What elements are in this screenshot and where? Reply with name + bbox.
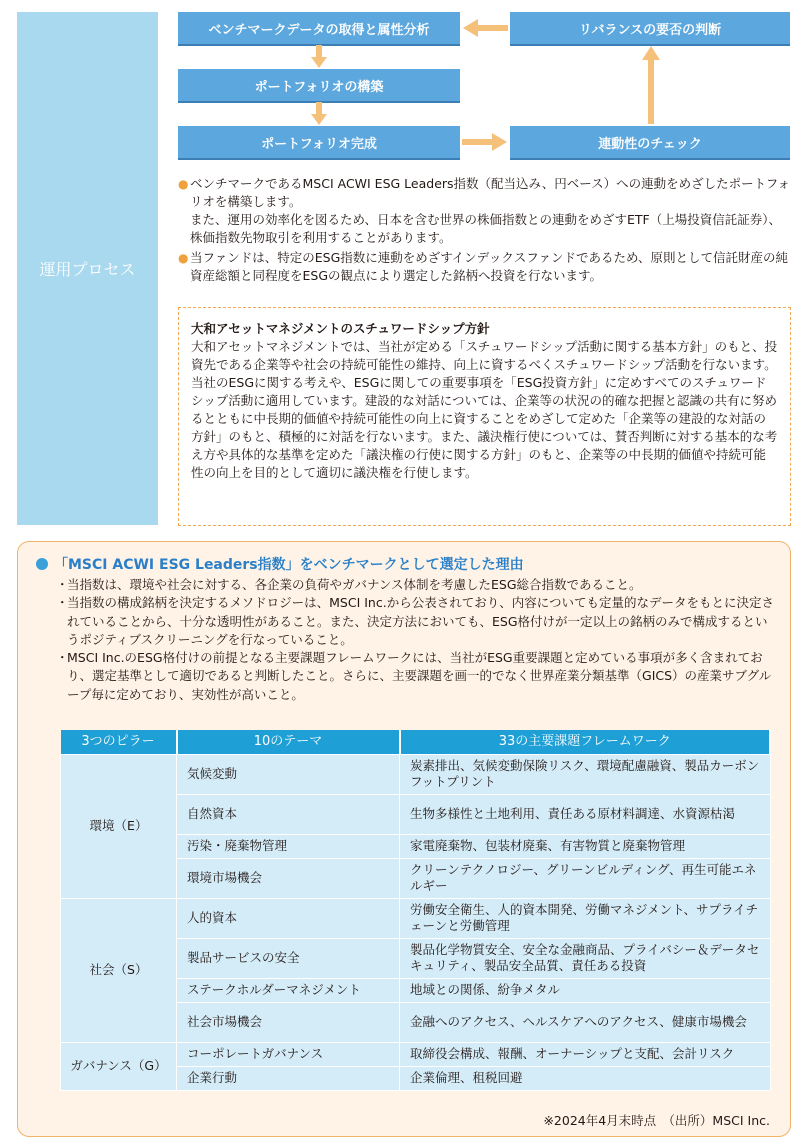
theme-cell: 企業行動 — [177, 1066, 400, 1090]
framework-cell: 家電廃棄物、包装材廃棄、有害物質と廃棄物管理 — [400, 834, 771, 858]
framework-cell: 労働安全衛生、人的資本開発、労働マネジメント、サプライチェーンと労働管理 — [400, 898, 771, 938]
flow-step-correlation-check: 連動性のチェック — [510, 126, 790, 158]
theme-cell: 自然資本 — [177, 794, 400, 834]
pillar-governance: ガバナンス（G） — [61, 1042, 177, 1090]
pillar-social: 社会（S） — [61, 898, 177, 1042]
header-framework: 33の主要課題フレームワーク — [400, 730, 771, 754]
theme-cell: コーポレートガバナンス — [177, 1042, 400, 1066]
header-themes: 10のテーマ — [177, 730, 400, 754]
theme-cell: 製品サービスの安全 — [177, 938, 400, 978]
table-row — [61, 754, 771, 794]
reason-item — [56, 649, 776, 704]
process-bullet-2-line1: 当ファンドは、特定のESG指数に連動をめざすインデックスファンドであるため、原則として信託財産の純資産総額と同程度をESGの観点により選定した銘柄へ投資を行ないます。 — [190, 250, 789, 283]
arrow-up-icon — [642, 46, 660, 124]
reason-item-mark: ・ — [56, 595, 69, 611]
framework-cell: 製品化学物質安全、安全な金融商品、プライバシー＆データセキュリティ、製品安全品質、責任ある投資 — [400, 938, 771, 978]
theme-cell: ステークホルダーマネジメント — [177, 978, 400, 1002]
framework-cell: 生物多様性と土地利用、責任ある原材料調達、水資源枯渇 — [400, 794, 771, 834]
process-bullet-1-line1: ベンチマークであるMSCI ACWI ESG Leaders指数（配当込み、円ベース）への連動をめざしたポートフォリオを構築します。 — [190, 176, 791, 209]
reason-item-mark: ・ — [56, 650, 69, 666]
process-bullet-1 — [178, 175, 792, 247]
arrow-right-icon — [462, 133, 508, 151]
theme-cell: 環境市場機会 — [177, 858, 400, 898]
header-pillars: 3つのピラー — [61, 730, 177, 754]
pillar-environment: 環境（E） — [61, 754, 177, 898]
reason-item-text: 当指数は、環境や社会に対する、各企業の負荷やガバナンス体制を考慮したESG総合指数であること。 — [67, 577, 642, 592]
process-bullet-2 — [178, 249, 792, 285]
theme-cell: 気候変動 — [177, 754, 400, 794]
bullet-dot-icon: ● — [178, 251, 189, 265]
process-bullets — [178, 175, 792, 287]
arrow-down-icon — [311, 45, 327, 69]
bullet-circle-icon — [36, 558, 48, 570]
reason-title-text: 「MSCI ACWI ESG Leaders指数」をベンチマークとして選定した理由 — [54, 557, 524, 573]
flow-step-portfolio-construction: ポートフォリオの構築 — [178, 69, 460, 101]
reason-item-text: MSCI Inc.のESG格付けの前提となる主要課題フレームワークには、当社がESG重要課題と定めている事項が多く含まれており、選定基準として適切であると判断したこと。さらに、主要課題を画一的でなく世界産業分類基準（GICS）の産業サブグループ毎に定めており、実効性が高いこと。 — [67, 650, 772, 702]
process-side-label: 運用プロセス — [17, 12, 158, 525]
framework-cell: 地域との関係、紛争メタル — [400, 978, 771, 1002]
reason-list — [56, 576, 776, 704]
reason-item — [56, 576, 776, 594]
theme-cell: 人的資本 — [177, 898, 400, 938]
flow-step-portfolio-complete: ポートフォリオ完成 — [178, 126, 460, 158]
flow-step-benchmark-analysis: ベンチマークデータの取得と属性分析 — [178, 12, 460, 44]
framework-cell: クリーンテクノロジー、グリーンビルディング、再生可能エネルギー — [400, 858, 771, 898]
framework-cell: 取締役会構成、報酬、オーナーシップと支配、会計リスク — [400, 1042, 771, 1066]
reason-title — [36, 554, 524, 574]
reason-item-text: 当指数の構成銘柄を決定するメソドロジーは、MSCI Inc.から公表されており、内容についても定量的なデータをもとに決定されていることから、十分な透明性があること。また、決定方法においても、ESG格付けが一定以上の銘柄のみで構成するというポジティブスクリーニングを行なっていること。 — [67, 595, 774, 647]
framework-cell: 炭素排出、気候変動保険リスク、環境配慮融資、製品カーボンフットプリント — [400, 754, 771, 794]
framework-cell: 金融へのアクセス、ヘルスケアへのアクセス、健康市場機会 — [400, 1002, 771, 1042]
stewardship-box — [178, 307, 791, 526]
stewardship-body: 大和アセットマネジメントでは、当社が定める「スチュワードシップ活動に関する基本方針」のもと、投資先である企業等や社会の持続可能性の維持、向上に資するべくスチュワードシップ活動を行ないます。当社のESGに関する考えや、ESGに関しての重要事項を「ESG投資方針」に定めすべてのスチュワードシップ活動に適用しています。建設的な対話については、企業等の状況の的確な把握と認識の共有に努めるとともに中長期的価値や持続可能性の向上に資することをめざして定めた「企業等の建設的な対話の方針」のもと、積極的に対話を行ないます。また、議決権行使については、賛否判断に対する基本的な考え方や具体的な基準を定めた「議決権の行使に関する方針」のもと、企業等の中長期的価値や持続可能性の向上を目的として適切に議決権を行使します。 — [191, 339, 778, 480]
bullet-dot-icon: ● — [178, 177, 189, 191]
flow-step-rebalance-decision: リバランスの要否の判断 — [510, 12, 790, 44]
esg-framework-table — [60, 730, 771, 1091]
table-row — [61, 1042, 771, 1066]
framework-cell: 企業倫理、租税回避 — [400, 1066, 771, 1090]
process-bullet-1-line2: また、運用の効率化を図るため、日本を含む世界の株価指数との連動をめざすETF（上場投資信託証券）、株価指数先物取引を利用することがあります。 — [190, 212, 781, 245]
arrow-down-icon — [311, 102, 327, 126]
arrow-left-icon — [462, 19, 508, 37]
reason-item-mark: ・ — [56, 577, 69, 592]
source-footnote: ※2024年4月末時点 （出所）MSCI Inc. — [543, 1113, 770, 1128]
theme-cell: 社会市場機会 — [177, 1002, 400, 1042]
table-header-row — [61, 730, 771, 754]
stewardship-title: 大和アセットマネジメントのスチュワードシップ方針 — [191, 321, 490, 336]
table-row — [61, 898, 771, 938]
reason-item — [56, 594, 776, 649]
theme-cell: 汚染・廃棄物管理 — [177, 834, 400, 858]
